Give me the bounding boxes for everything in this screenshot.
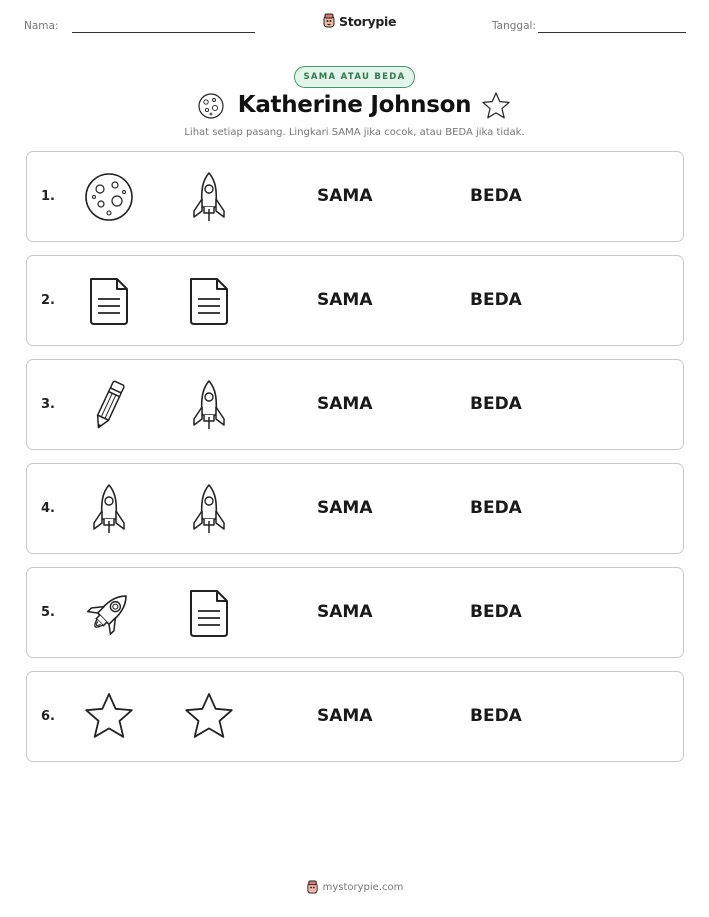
star-icon — [481, 91, 511, 121]
exercise-row-3 — [26, 359, 684, 450]
document-icon — [83, 275, 135, 327]
star-icon — [83, 691, 135, 743]
exercise-row-2 — [26, 255, 684, 346]
exercise-row-4 — [26, 463, 684, 554]
row-number: 5. — [41, 605, 55, 620]
option-different[interactable]: BEDA — [470, 602, 522, 622]
option-same[interactable]: SAMA — [317, 602, 373, 622]
row-number: 6. — [41, 709, 55, 724]
rocket-icon — [183, 483, 235, 535]
option-different[interactable]: BEDA — [470, 706, 522, 726]
mascot-icon — [306, 880, 319, 895]
option-same[interactable]: SAMA — [317, 706, 373, 726]
row-number: 2. — [41, 293, 55, 308]
option-same[interactable]: SAMA — [317, 186, 373, 206]
star-icon — [183, 691, 235, 743]
title-row — [0, 90, 709, 124]
exercise-row-6 — [26, 671, 684, 762]
row-number: 3. — [41, 397, 55, 412]
page-title: Katherine Johnson — [237, 92, 472, 118]
name-label: Nama: — [24, 20, 59, 32]
document-icon — [183, 275, 235, 327]
name-field-line[interactable] — [72, 32, 255, 33]
activity-badge: SAMA ATAU BEDA — [294, 66, 415, 88]
brand-name: Storypie — [339, 13, 397, 29]
row-number: 4. — [41, 501, 55, 516]
footer — [0, 880, 709, 895]
exercise-row-5 — [26, 567, 684, 658]
option-same[interactable]: SAMA — [317, 394, 373, 414]
option-different[interactable]: BEDA — [470, 498, 522, 518]
brand-logo — [322, 13, 396, 29]
date-label: Tanggal: — [492, 20, 536, 32]
rocket-icon — [183, 379, 235, 431]
option-same[interactable]: SAMA — [317, 498, 373, 518]
instructions: Lihat setiap pasang. Lingkari SAMA jika cocok, atau BEDA jika tidak. — [184, 127, 525, 138]
exercise-list — [26, 151, 684, 775]
row-number: 1. — [41, 189, 55, 204]
exercise-row-1 — [26, 151, 684, 242]
flying-rocket-icon — [83, 587, 135, 639]
mascot-icon — [322, 13, 336, 29]
option-same[interactable]: SAMA — [317, 290, 373, 310]
option-different[interactable]: BEDA — [470, 186, 522, 206]
footer-url[interactable]: mystorypie.com — [322, 882, 404, 893]
date-field-line[interactable] — [538, 32, 686, 33]
rocket-icon — [83, 483, 135, 535]
option-different[interactable]: BEDA — [470, 290, 522, 310]
document-icon — [183, 587, 235, 639]
moon-icon — [83, 171, 135, 223]
option-different[interactable]: BEDA — [470, 394, 522, 414]
rocket-icon — [183, 171, 235, 223]
pencil-icon — [83, 379, 135, 431]
